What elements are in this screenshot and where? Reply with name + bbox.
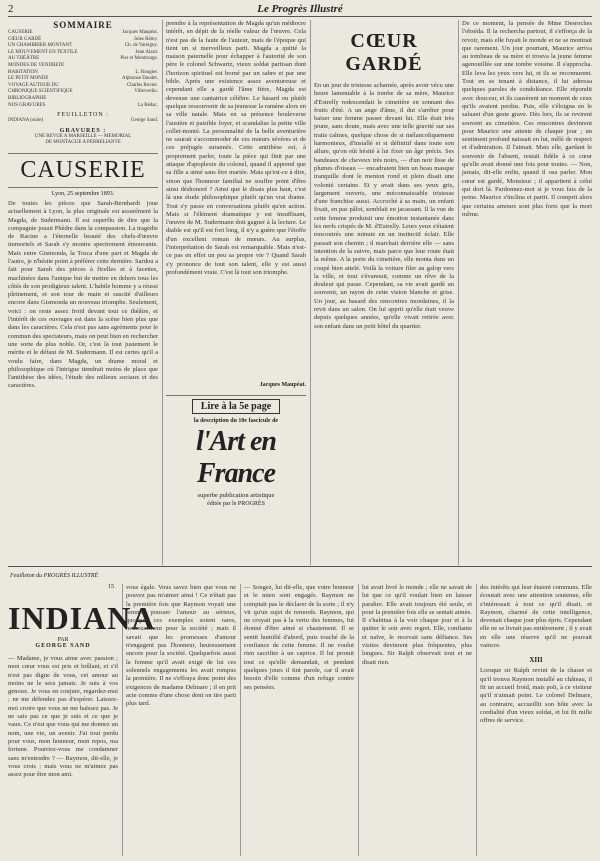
feuilleton-number: 15 <box>108 584 114 590</box>
ad-title: l'Art en France <box>196 426 276 489</box>
feuilleton-column-1 <box>8 584 156 856</box>
column-rule <box>162 20 163 565</box>
causerie-text-continued: prendre à la représentation de Magda qu'un médiocre intérêt, en dépit de la réelle valeur de l'œuvre. Cela n'est pas de la faute de l'auteur, mais de l'époque qui tient un si merveilleux parti. Magda a quitté la maison paternelle pour échapper à l'autorité de son père le colonel Schwartz, vieux soldat partisan dont l'horizon spirituel est borné par un sabre et par une bible. Après une existence assez aventureuse et cependant elle a gardé l'âme fière, Magda est devenue une cantatrice célèbre. Le hasard ou plutôt quelque ressouvenir de sa jeunesse la ramène alors en sa ville natale. Mais en sa présence bouleverse l'austère et paisible foyer, et scandalise la petite ville collet-monté. La personnalité de la belle aventurière ne saurait s'accommoder de ces mœurs sévères et de ces préjugés surannés. Cette antithèse est, à proprement parler, toute la pièce qui finit par une attaque d'apoplexie du colonel, quand il apprend que sa fille a aimé sans être mariée. Mais qu'est-ce à dire, sinon que l'honneur familial ne souffre point d'être ainsi déshonoré ? Ainsi que le disais plus haut, c'est là une étude philosophique plutôt qu'un vrai drame. Tout s'y passe en conversations plutôt qu'en action. Mais si l'élément dramatique y est insuffisant, l'œuvre de M. Sudermann doit gagner à la lecture. Le diable est qu'il est fort long, il n'y a guère que l'étoffe d'un excellent roman de mœurs. Au surplus, l'interprétation de Sarah est remarquable. Mais n'est-ce pas en effet un peu sa propre vie ? Quand Sarah s'y prononce de tout son talent, elle y est aussi profondément vraie. C'est là tout son triomphe. <box>166 20 306 276</box>
page-header <box>8 3 592 15</box>
sommaire-item: BIBLIOGRAPHIE <box>8 95 47 101</box>
chapter-number: XIII <box>529 656 543 665</box>
feuilleton-column-2 <box>126 584 236 856</box>
sommaire-list <box>8 30 158 109</box>
causerie-text: De toutes les pièces que Sarah-Bernhardt joue actuellement à Lyon, la plus originale est assurément la Magda, de Sudermann. Il est superflu de dire que la compagnie jouait Phèdre dans la compassion. La tragédie de Racine a l'éternelle beauté des chefs-d'œuvre immortels et Sarah s'y montre spectrement émouvante. Mais entre Gismonda, la Tosca d'une part et Magda de l'autre, je n'hésite point à préférer cette dernière. Sardou a fait pour Sarah des pièces à ficelles et à facettes, machinées dans l'unique but de mettre en dehors tous les côtés de son prodigieux talent. L'habile homme y a réussi pleinement, et son tour de main et suscité d'ailleurs encore dans Gismonda un nouveau triomphe. Seulement, voici : on reste assez froid devant tout ce théâtre, et l'intérêt de ces ouvrages est dans la scène bien plus que dans les caractères. Cela n'est pas sans agréments pour le commun des spectateurs, mais on peut bien en rechercher une sorte de plus noble. Or, c'est là tout justement le mérite et le défaut de M. Sudermann. Il est certes qu'il a voulu faire, dans Magda, un drame moral et philosophique où l'intrigue tiendrait moins de place que l'antithèse des idées, l'étude des milieux sociaux et des caractères. <box>8 199 158 390</box>
sommaire-item: INDIANA (suite) George Sand. <box>8 118 158 124</box>
causerie-title: CAUSERIE <box>8 153 158 188</box>
feuilleton-text: — Songez, lui dit-elle, que votre honneur et le mien sont engagés. Raymon ne comptait pas le déclarer de la sorte ; il n'y vit qu'un sujet de remords. Raymon, qui ne croyait pas à la vertu des femmes, fut étonné d'être aimé si chastement. Il se sentit humilié d'abord, puis touché de la confiance de cette femme. Il ne voulut rien sacrifier à un caprice. Il lui promit tout ce qu'elle demandait, et pendant quelques jours il tint parole, car il avait besoin d'elle comme d'un refuge contre ses pensées. <box>244 584 354 691</box>
gravures-label: GRAVURES : <box>59 127 107 134</box>
sommaire-item: UN CHAMBRIER MONTANT Ch. de Vareigny. <box>8 43 158 49</box>
ad-description: superbe publication artistique <box>197 492 275 499</box>
feuilleton-rule <box>8 566 592 567</box>
column-sommaire-causerie <box>8 20 158 565</box>
header-rule <box>8 16 592 17</box>
sommaire-item: LE PETIT MONDE Alphonse Daudet. <box>8 76 158 82</box>
sommaire-title: SOMMAIRE <box>53 20 113 30</box>
sommaire-item: AU THÉÂTRE Pier et Montrouge. <box>8 56 158 62</box>
sommaire-item: CŒUR GARDÉ Jules Rémy. <box>8 36 158 42</box>
sommaire-item: CHRONIQUE SCIENTIFIQUE Villeverdio. <box>8 89 158 95</box>
column-coeur-garde <box>314 20 454 565</box>
feuilleton-column-5 <box>480 584 592 856</box>
feuilleton-text: des intérêts qui leur étaient communs. Elle écoutait avec une attention soutenue, elle s'intéressait à tout ce qu'il disait, et Raymon, charmé de cette intelligence, devenait chaque jour plus épris. Cependant elle ne se livrait pas entièrement ; il y avait en elle une réserve qu'il ne pouvait vaincre. <box>480 584 592 650</box>
feuilleton-text: Lorsque sir Ralph revint de la chasse et qu'il trouva Raymon installé au château, il fit un accueil froid, mais poli, à ce visiteur qu'il n'aimait point. Le colonel Delmare, au contraire, accueillit son hôte avec la cordialité d'un vieux soldat, et lui fit mille offres de service. <box>480 667 592 725</box>
column-rule <box>476 584 477 856</box>
ad-headline: Lire à la 5e page <box>192 399 280 414</box>
feuilleton-text: vous égale. Vous savez bien que vous ne pouvez pas m'aimer ainsi ! Ce n'était pas la première fois que Raymon voyait une femme pousser l'amour au sérieux, quoique ces exemples soient rares, heureusement pour la société ; mais il savait que les promesses d'amour n'engagent pas l'honneur, heureusement encore pour la société. Quelquefois aussi la femme qu'il avait exigé de lui ces solennels engagements les avait rompus la première. Il ne s'effraya donc point des exigences de madame Delmare ; il en prit acte comme d'une chose dont on tire parti plus tard. <box>126 584 236 708</box>
sommaire-item: LE MOUVEMENT EN TEXTILE Jean Alard. <box>8 49 158 55</box>
ad-publisher: éditée par le PROGRÈS <box>207 501 265 507</box>
sommaire-item: CAUSERIE Jacques Maupéat. <box>8 30 158 35</box>
column-coeur-garde-continued <box>462 20 592 565</box>
feuilleton-column-3 <box>244 584 354 856</box>
gravures-line: UNE REVUE A MARSEILLE — MEMORIAL <box>34 133 132 139</box>
sommaire-item: MONDES DE VENDREDI <box>8 62 64 68</box>
coeur-garde-title: CŒUR GARDÉ <box>345 30 423 75</box>
feuilleton-label: Feuilleton du PROGRÈS ILLUSTRÉ <box>10 573 99 579</box>
author-name: GEORGE SAND <box>35 643 91 649</box>
indiana-title: INDIANA <box>8 600 156 636</box>
sommaire-item: VOYAGE AUTOUR DU Charles Buvier. <box>8 82 158 88</box>
art-en-france-ad <box>166 395 306 556</box>
sommaire-item: NOS GRAVURES La Rédac. <box>8 102 158 108</box>
par-label: PAR <box>57 637 69 643</box>
ad-subhead: la description du 10e fascicule de <box>193 418 279 424</box>
page-number: 2 <box>8 3 14 15</box>
column-rule <box>240 584 241 856</box>
causerie-author: Jacques Maupéat. <box>259 382 306 388</box>
gravures-line: DE MONTAGUE A PERRELIANTE <box>45 140 121 146</box>
coeur-garde-text-continued: De ce moment, la pensée de Mme Desroches l'obséda. Il la rechercha partout, il s'efforça de la revoir, mais elle fuyait le monde et ne se montrait que rarement. Un jour pourtant, Maurice arriva au tombeau de sa mère et trouva la jeune femme agenouillée sur une tombe voisine. Il s'approcha. Elle leva les yeux vers lui, et ils se reconnurent. Tout en se tenant à distance, il lui adressa quelques paroles de condoléance. Elle répondit avec douceur, et ils causèrent un moment de ceux qu'ils avaient perdus. Puis, elle s'éloigna en le saluant d'un geste grave. Dès lors, ils se revirent souvent au cimetière. Ces rencontres devinrent pour Maurice une attente de chaque jour ; un sentiment profond naissait en lui, mêlé de respect et d'admiration. Il l'aimait. Mais elle, gardant le souvenir de l'absent, restait fidèle à ce cœur qu'elle avait donné une fois pour toutes. — Non, jamais, dit-elle enfin, quand il osa parler. Mon cœur est gardé, Monsieur ; il appartient à celui qui dort là. Pardonnez-moi si je vous fais de la peine. Maurice s'inclina et partit. Il comprit alors que certains amours sont plus forts que la mort même. <box>462 20 592 218</box>
column-causerie-continued <box>166 20 306 392</box>
dateline: Lyon, 25 septembre 1893. <box>51 190 115 197</box>
sommaire-item: HABITATION L. Rougier. <box>8 69 158 75</box>
coeur-garde-text: En un jour de tristesse acharnée, après avoir vécu une heure lamentable à la tombe de sa mère, Maurice d'Estrelly redescendait le cimetière en sonnant des fruits d'été. A un ange d'âme, il dut s'arrêter pour baiser une femme passer devant lui. Elle était très jeune, sans doute, mais avec une telle gravité sur ses traits calmes, quelque chose de si mélancoliquement harmonieux, d'installé et si définitif dans toute son allure, qu'on eût hésité à lui fixer un âge précis. Ses bandeaux de cheveux très noirs, — d'un noir lisse de plumes d'oiseau — encadraient bien un beau masque tranquille dont le menton rond et plein disait une volonté certaine. Et y avait dans ses yeux gris, largement ouverts, une méconnaissable tristesse d'une franchise aussi. Accroché à sa main, un enfant fixait, en pas pâlot, semblait en jacassant. Il la vue de cette femme produisit une émotion instantanée dans les nerfs crispés de M. d'Estrelly. Leurs yeux s'étaient rencontrés une minute en un instinctif éclair. Elle passait son chemin ; il marchait derrière elle — sans intention de la suivre, mais parce que leur route était la même. A la porte du cimetière, elle monta dans un coupé bien attelé. Voilà la voiture filer au galop vers la ville, et tout s'évanouit, comme un rêve de la douleur qui passe. Cependant, sa vie avait gardé un souvenir, un rayon de cette vision blanche et grise. Un jour, au hasard des rencontres mondaines, il la revit dans un salon. On lui apprit qu'elle était veuve depuis quelques années, qu'elle vivait retirée avec son enfant dans un petit hôtel du quartier. <box>314 82 454 330</box>
feuilleton-text: lui avait livré le monde ; elle ne savait de lui que ce qu'il voulait bien en laisser paraître. Elle avait toujours été seule, et pour la première fois elle se sentait aimée. Il s'habitua à la voir chaque jour et à la quitter le soir avec regret. Elle, confiante et naïve, le recevait sans défiance. Ses visites devinrent plus fréquentes, plus longues. Sir Ralph observait tout et ne disait rien. <box>362 584 472 666</box>
feuilleton-text: — Madame, je vous aime avec passion ; mon cœur vous est pris et brûlant, et s'il n'est pas digne de vous, cet amour au moins ne le sera jamais. Je suis à vos genoux. Je vous en conjure, regardez-moi ; ne me défendez pas d'espérer. Laissez-moi croire que vous ne me haïssez pas. Je ne sais pas ce que je suis et ce que je vaux. Ce n'est que vous qui me donnez un nom, une vie, un avenir. J'ai tout perdu pour vous, mon honneur, mon repos, ma fortune. Pourriez-vous me condamner sans m'entendre ? — Raymon, dit-elle, je vous crois ; mais vous ne m'aimez pas assez pour être mon ami. <box>8 655 118 779</box>
feuilleton-label: FEUILLETON : <box>57 112 109 119</box>
masthead: Le Progrès Illustré <box>257 3 343 15</box>
column-rule <box>310 20 311 565</box>
column-rule <box>458 20 459 565</box>
column-rule <box>358 584 359 856</box>
feuilleton-column-4 <box>362 584 472 856</box>
